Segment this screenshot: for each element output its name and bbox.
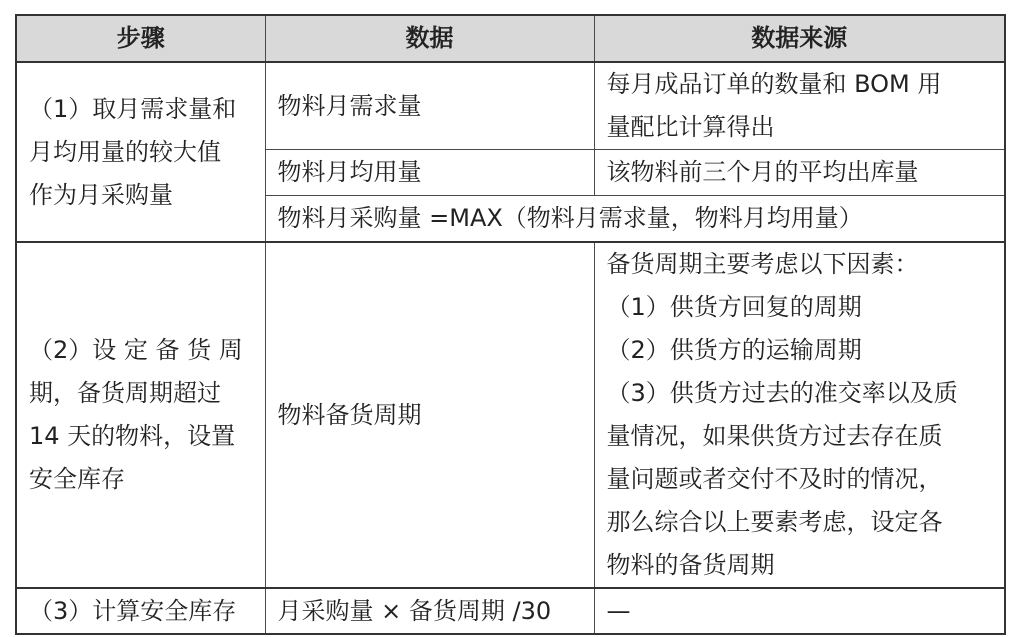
step-2-line: 安全库存 [29, 465, 125, 493]
source-line: 量问题或者交付不及时的情况， [606, 465, 943, 493]
source-line: （3）供货方过去的准交率以及质 [606, 379, 958, 407]
header-step: 步骤 [16, 15, 265, 62]
source-safety-stock: — [594, 588, 1005, 634]
step-2-line: 期，备货周期超过 [29, 379, 221, 407]
data-monthly-average: 物料月均用量 [265, 150, 594, 196]
source-line: 每月成品订单的数量和 BOM 用 [606, 70, 942, 98]
step-1-line: 作为月采购量 [29, 180, 173, 209]
step-1-cell [16, 62, 265, 242]
source-line: 量情况，如果供货方过去存在质 [606, 422, 943, 450]
data-lead-time: 物料备货周期 [265, 242, 594, 588]
source-line: 那么综合以上要素考虑，设定各 [606, 508, 943, 536]
step-1-line: 月均用量的较大值 [29, 137, 221, 166]
table-row [16, 62, 1005, 150]
safety-stock-table [15, 14, 1006, 635]
source-monthly-average: 该物料前三个月的平均出库量 [594, 150, 1005, 196]
source-monthly-demand [594, 62, 1005, 150]
header-source: 数据来源 [594, 15, 1005, 62]
step-2-line: 14 天的物料，设置 [29, 422, 236, 450]
source-line: 备货周期主要考虑以下因素： [606, 250, 919, 278]
step-3-cell: （3）计算安全库存 [16, 588, 265, 634]
data-safety-stock-formula: 月采购量 × 备货周期 /30 [265, 588, 594, 634]
source-line: 物料的备货周期 [606, 551, 775, 579]
table-row [16, 242, 1005, 588]
header-data: 数据 [265, 15, 594, 62]
header-row [16, 15, 1005, 62]
step-2-line: （2）设 定 备 货 周 [29, 336, 243, 364]
step-2-cell [16, 242, 265, 588]
table-row [16, 588, 1005, 634]
source-lead-time [594, 242, 1005, 588]
source-line: （1）供货方回复的周期 [606, 293, 862, 321]
source-line: 量配比计算得出 [606, 113, 775, 141]
step-1-line: （1）取月需求量和 [29, 94, 237, 123]
data-monthly-demand: 物料月需求量 [265, 62, 594, 150]
source-line: （2）供货方的运输周期 [606, 336, 862, 364]
formula-cell: 物料月采购量 =MAX（物料月需求量，物料月均用量） [265, 196, 1005, 243]
